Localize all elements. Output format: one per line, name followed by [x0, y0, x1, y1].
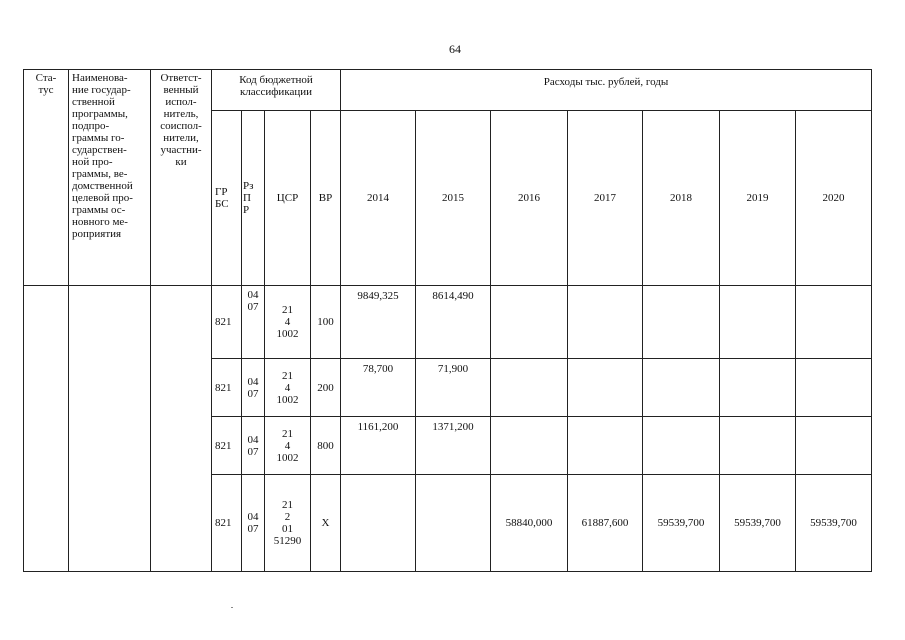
- value-cell: [643, 359, 720, 417]
- value-cell: [720, 286, 796, 359]
- value-cell: [643, 286, 720, 359]
- scan-speck: [231, 607, 233, 608]
- responsible-cell: [151, 286, 212, 572]
- value-cell: 9849,325: [341, 286, 416, 359]
- budget-table: [23, 69, 872, 572]
- grbs-cell: 821: [212, 286, 242, 359]
- value-cell: [341, 475, 416, 572]
- name-cell: [69, 286, 151, 572]
- value-cell: 8614,490: [416, 286, 491, 359]
- value-cell: [491, 286, 568, 359]
- header-responsible: Ответст- венный испол- нитель, соиспол- нители, участни- ки: [151, 70, 212, 286]
- table-row: [24, 286, 872, 359]
- header-year: 2014: [341, 111, 416, 286]
- grbs-cell: 821: [212, 475, 242, 572]
- header-vr: ВР: [311, 111, 341, 286]
- rzpr-cell: 04 07: [242, 359, 265, 417]
- header-grbs: ГР БС: [212, 111, 242, 286]
- header-name: Наименова- ние государ- ственной программы, подпро- граммы го- сударствен- ной про- граммы, ве- домственной целевой про- граммы ос- новного ме- роприятия: [69, 70, 151, 286]
- value-cell: 1161,200: [341, 417, 416, 475]
- header-year: 2016: [491, 111, 568, 286]
- value-cell: 78,700: [341, 359, 416, 417]
- header-row-1: [24, 70, 872, 111]
- page-number: 64: [449, 42, 461, 56]
- value-cell: [796, 359, 872, 417]
- value-cell: [568, 286, 643, 359]
- grbs-cell: 821: [212, 417, 242, 475]
- header-budget-code: Код бюджетной классификации: [212, 70, 341, 111]
- value-cell: 71,900: [416, 359, 491, 417]
- header-expenses: Расходы тыс. рублей, годы: [341, 70, 872, 111]
- grbs-cell: 821: [212, 359, 242, 417]
- vr-cell: 200: [311, 359, 341, 417]
- vr-cell: 100: [311, 286, 341, 359]
- value-cell: [796, 417, 872, 475]
- csr-cell: 21 4 1002: [265, 359, 311, 417]
- csr-cell: 21 2 01 51290: [265, 475, 311, 572]
- value-cell: [720, 417, 796, 475]
- value-cell: 1371,200: [416, 417, 491, 475]
- value-cell: 59539,700: [796, 475, 872, 572]
- header-year: 2018: [643, 111, 720, 286]
- header-csr: ЦСР: [265, 111, 311, 286]
- header-year: 2019: [720, 111, 796, 286]
- value-cell: 59539,700: [720, 475, 796, 572]
- header-rzpr: Рз П Р: [242, 111, 265, 286]
- value-cell: 58840,000: [491, 475, 568, 572]
- status-cell: [24, 286, 69, 572]
- vr-cell: 800: [311, 417, 341, 475]
- header-status: Ста- тус: [24, 70, 69, 286]
- value-cell: [643, 417, 720, 475]
- header-year: 2017: [568, 111, 643, 286]
- rzpr-cell: 04 07: [242, 286, 265, 359]
- header-year: 2020: [796, 111, 872, 286]
- value-cell: 59539,700: [643, 475, 720, 572]
- value-cell: [568, 359, 643, 417]
- value-cell: [720, 359, 796, 417]
- value-cell: [796, 286, 872, 359]
- value-cell: [491, 359, 568, 417]
- csr-cell: 21 4 1002: [265, 417, 311, 475]
- value-cell: [568, 417, 643, 475]
- value-cell: [491, 417, 568, 475]
- rzpr-cell: 04 07: [242, 417, 265, 475]
- rzpr-cell: 04 07: [242, 475, 265, 572]
- header-year: 2015: [416, 111, 491, 286]
- value-cell: 61887,600: [568, 475, 643, 572]
- vr-cell: Х: [311, 475, 341, 572]
- csr-cell: 21 4 1002: [265, 286, 311, 359]
- value-cell: [416, 475, 491, 572]
